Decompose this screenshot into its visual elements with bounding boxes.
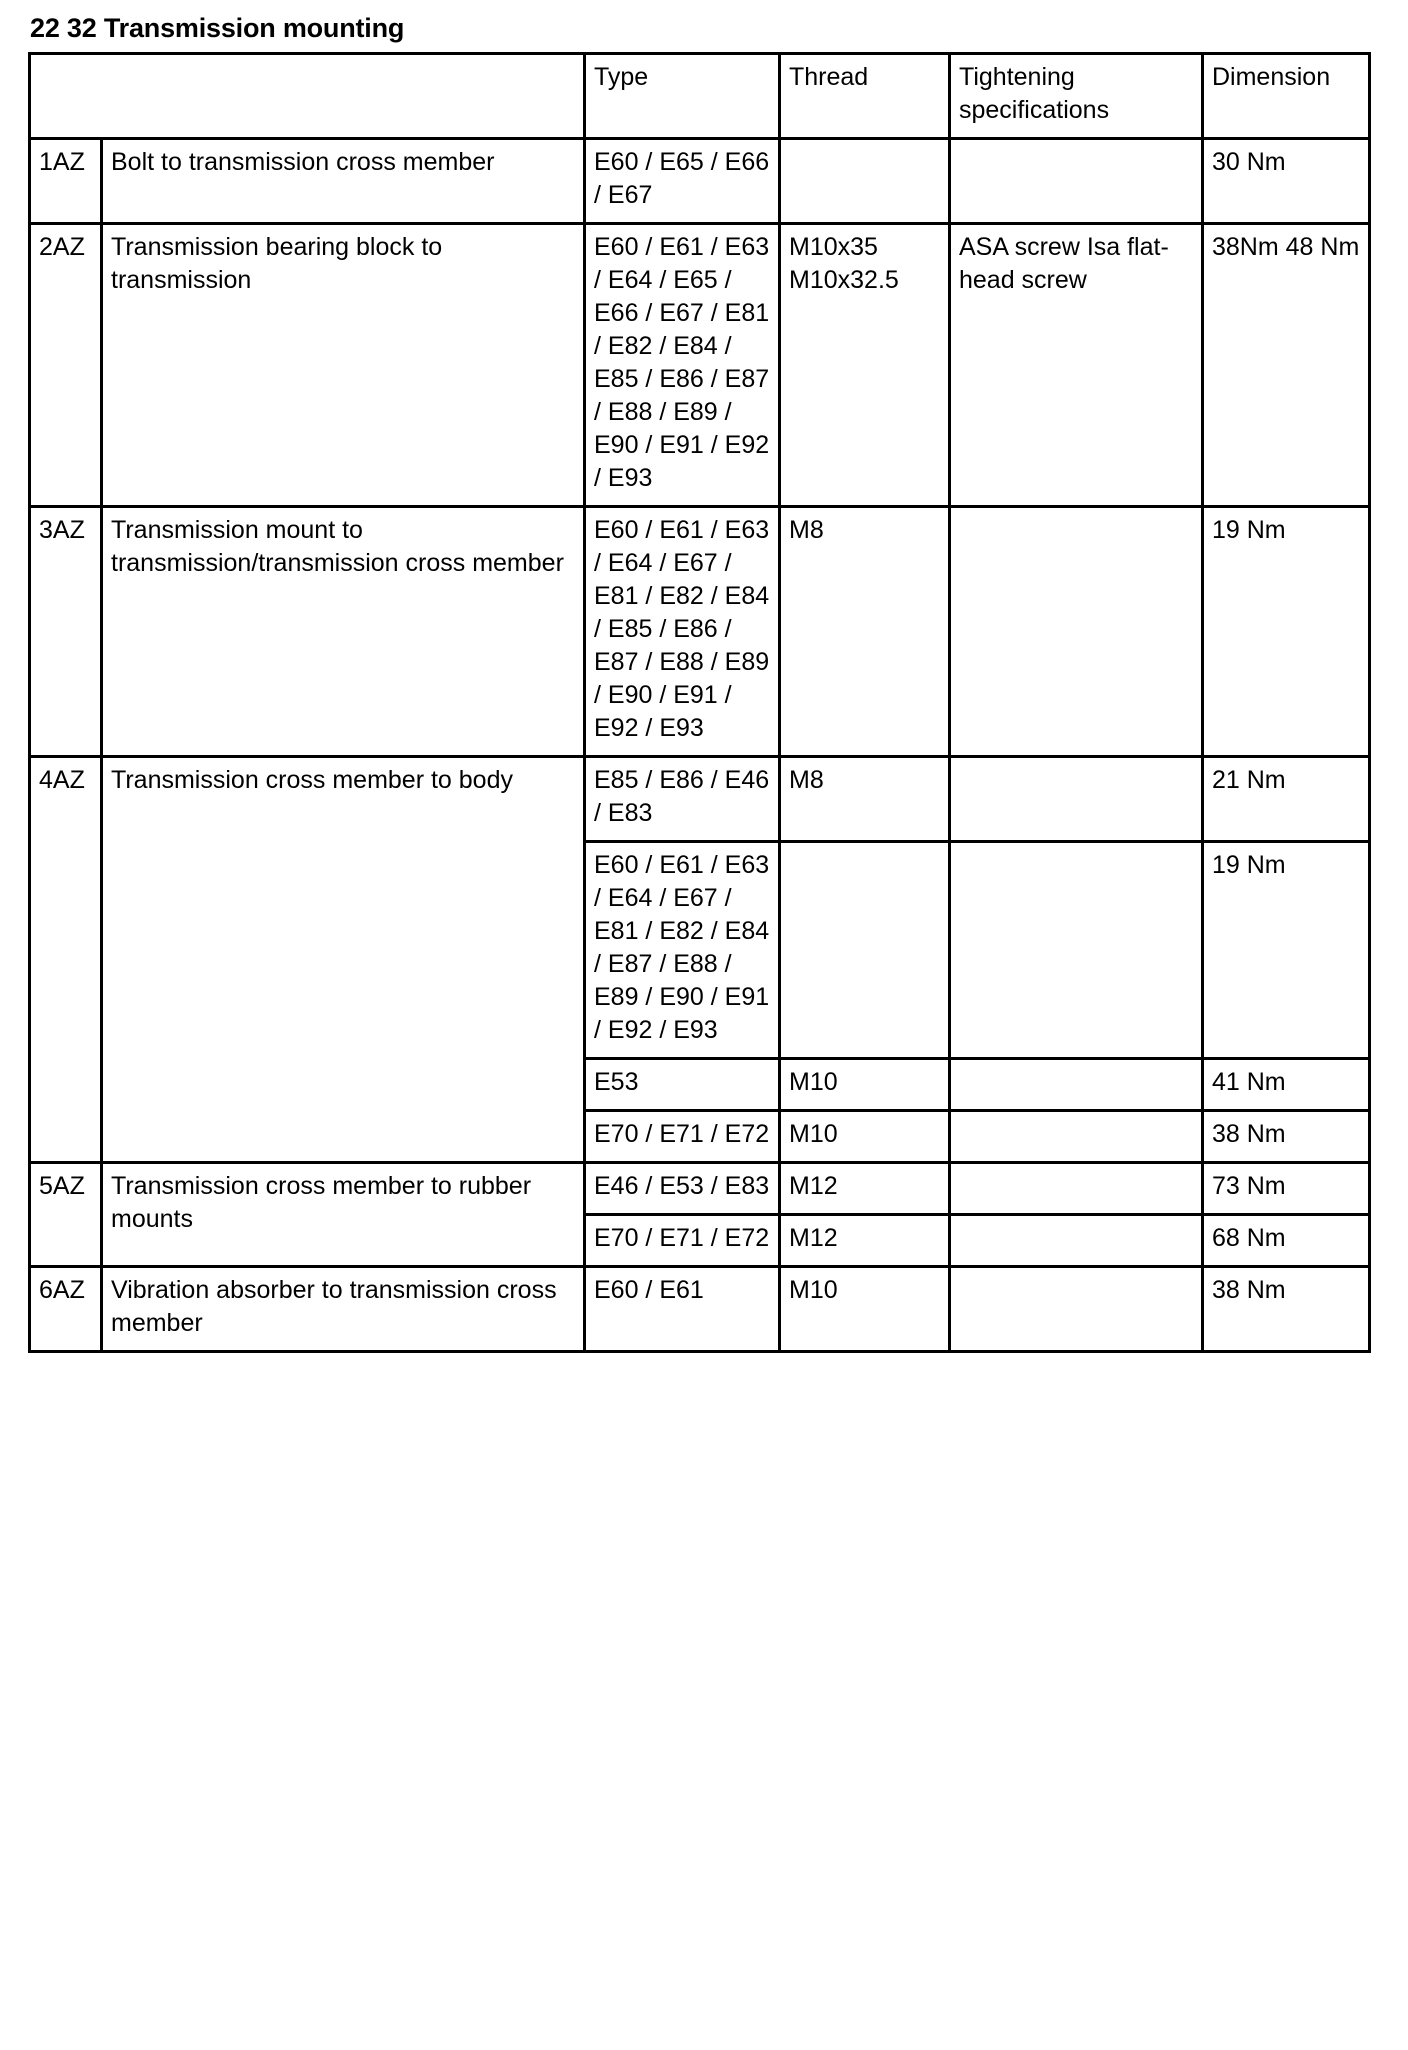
cell-tightening — [950, 1162, 1203, 1214]
cell-type: E60 / E61 / E63 / E64 / E65 / E66 / E67 / E81 / E82 / E84 / E85 / E86 / E87 / E88 / E89 / E90 / E91 / E92 / E93 — [585, 223, 780, 506]
cell-tightening — [950, 1058, 1203, 1110]
table-row — [30, 756, 1370, 841]
cell-thread: M10 — [780, 1266, 950, 1351]
row-ref: 4AZ — [30, 756, 102, 1162]
cell-thread: M8 — [780, 756, 950, 841]
cell-dimension: 21 Nm — [1203, 756, 1370, 841]
cell-thread: M12 — [780, 1214, 950, 1266]
cell-type: E60 / E61 / E63 / E64 / E67 / E81 / E82 / E84 / E87 / E88 / E89 / E90 / E91 / E92 / E93 — [585, 841, 780, 1058]
cell-tightening — [950, 506, 1203, 756]
row-ref: 5AZ — [30, 1162, 102, 1266]
cell-dimension: 19 Nm — [1203, 841, 1370, 1058]
table-row — [30, 1162, 1370, 1214]
table-body — [30, 138, 1370, 1351]
row-description: Transmission mount to transmission/transmission cross member — [102, 506, 585, 756]
cell-dimension: 41 Nm — [1203, 1058, 1370, 1110]
cell-type: E70 / E71 / E72 — [585, 1110, 780, 1162]
row-ref: 2AZ — [30, 223, 102, 506]
cell-thread: M10x35 M10x32.5 — [780, 223, 950, 506]
table-header — [30, 53, 1370, 138]
row-ref: 1AZ — [30, 138, 102, 223]
cell-tightening: ASA screw Isa flat-head screw — [950, 223, 1203, 506]
cell-thread — [780, 841, 950, 1058]
cell-tightening — [950, 841, 1203, 1058]
row-description: Transmission bearing block to transmission — [102, 223, 585, 506]
row-description: Bolt to transmission cross member — [102, 138, 585, 223]
column-header-tightening-specifications: Tightening specifications — [950, 53, 1203, 138]
cell-tightening — [950, 1110, 1203, 1162]
page-title: 22 32 Transmission mounting — [30, 13, 405, 43]
transmission-mounting-table — [28, 52, 1371, 1353]
row-description: Transmission cross member to rubber mounts — [102, 1162, 585, 1266]
table-header-row — [30, 53, 1370, 138]
row-ref: 3AZ — [30, 506, 102, 756]
cell-thread: M8 — [780, 506, 950, 756]
table-row — [30, 138, 1370, 223]
column-header-blank — [30, 53, 585, 138]
cell-tightening — [950, 1266, 1203, 1351]
cell-dimension: 38 Nm — [1203, 1266, 1370, 1351]
cell-dimension: 19 Nm — [1203, 506, 1370, 756]
cell-dimension: 30 Nm — [1203, 138, 1370, 223]
cell-thread: M10 — [780, 1058, 950, 1110]
column-header-type: Type — [585, 53, 780, 138]
column-header-dimension: Dimension — [1203, 53, 1370, 138]
cell-thread: M12 — [780, 1162, 950, 1214]
cell-type: E60 / E61 — [585, 1266, 780, 1351]
cell-type: E60 / E61 / E63 / E64 / E67 / E81 / E82 / E84 / E85 / E86 / E87 / E88 / E89 / E90 / E91 / E92 / E93 — [585, 506, 780, 756]
cell-tightening — [950, 138, 1203, 223]
row-description: Transmission cross member to body — [102, 756, 585, 1162]
cell-type: E60 / E65 / E66 / E67 — [585, 138, 780, 223]
cell-type: E53 — [585, 1058, 780, 1110]
cell-dimension: 38 Nm — [1203, 1110, 1370, 1162]
row-description: Vibration absorber to transmission cross member — [102, 1266, 585, 1351]
table-row — [30, 1266, 1370, 1351]
cell-type: E70 / E71 / E72 — [585, 1214, 780, 1266]
cell-thread: M10 — [780, 1110, 950, 1162]
cell-type: E46 / E53 / E83 — [585, 1162, 780, 1214]
cell-dimension: 68 Nm — [1203, 1214, 1370, 1266]
cell-tightening — [950, 756, 1203, 841]
column-header-thread: Thread — [780, 53, 950, 138]
table-row — [30, 223, 1370, 506]
table-row — [30, 506, 1370, 756]
row-ref: 6AZ — [30, 1266, 102, 1351]
cell-dimension: 73 Nm — [1203, 1162, 1370, 1214]
cell-tightening — [950, 1214, 1203, 1266]
cell-dimension: 38Nm 48 Nm — [1203, 223, 1370, 506]
cell-type: E85 / E86 / E46 / E83 — [585, 756, 780, 841]
cell-thread — [780, 138, 950, 223]
